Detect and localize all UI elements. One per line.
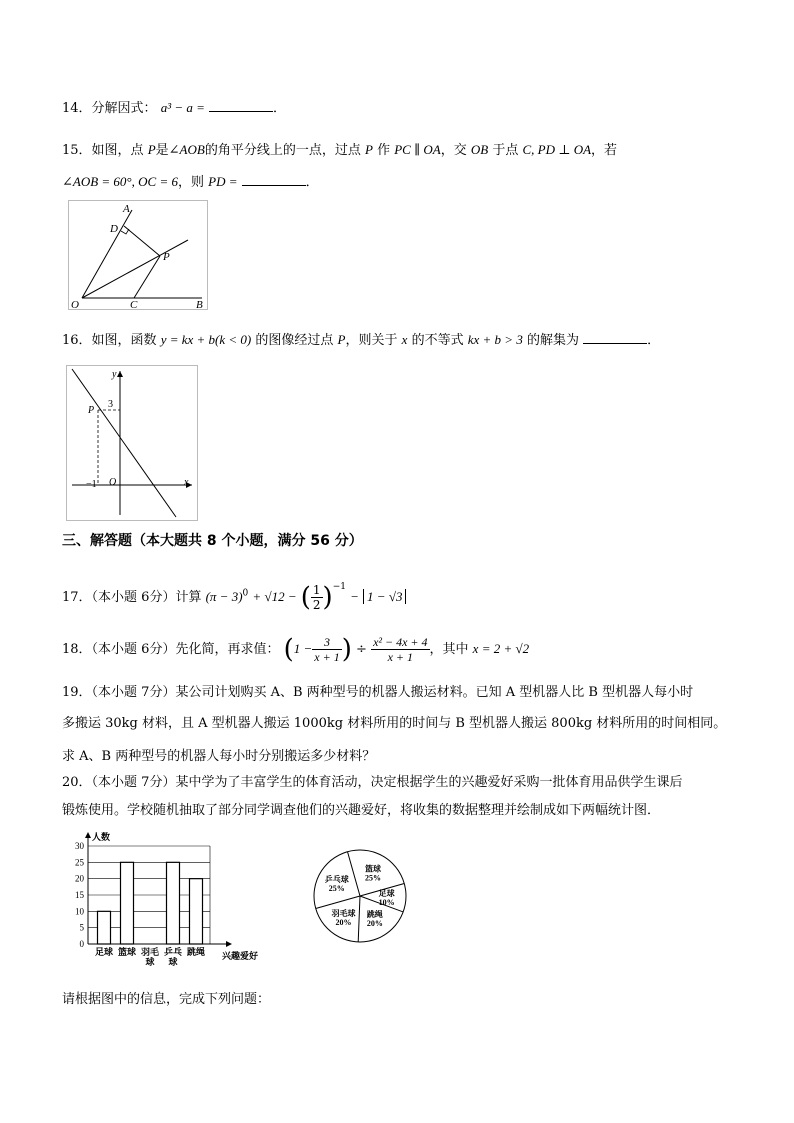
y-tick-label: 15 <box>75 890 84 900</box>
question-15-line1: 15．如图，点 P是∠AOB的角平分线上的一点，过点 P 作 PC ∥ OA，交 OB 于点 C, PD ⊥ OA，若 <box>62 142 618 158</box>
q16-answer-blank[interactable] <box>583 331 647 344</box>
label-P: P <box>163 251 170 263</box>
y-axis-title: 人数 <box>92 832 111 842</box>
pie-value-label: 20% <box>366 919 383 929</box>
label-B: B <box>196 299 203 310</box>
y-tick-label: 0 <box>79 939 84 949</box>
q14-answer-blank[interactable] <box>209 99 273 112</box>
y-tick-label: 20 <box>75 873 84 884</box>
question-17: 17．（本小题 6分）计算 $(\pi - 3)^0 + √12$ − ( $\frac{1}{2}$ )$^{-1}$ − 1 − √3 <box>62 575 406 612</box>
question-18: 18．（本小题 6分）先化简，再求值： (1 − $\frac{3}{x + 1}$ ) ÷ $\frac{\text{x² − 4x + 4}}{x + 1}$ ，其中 x = 2 + √2 <box>62 634 530 665</box>
x-tick-label: 球 <box>168 957 178 967</box>
pie-value-label: 20% <box>335 917 352 927</box>
x-tick-label: 球 <box>145 957 155 967</box>
bar-足球 <box>98 911 111 944</box>
y-tick-label: 25 <box>75 857 84 868</box>
y-tick-label: 5 <box>79 922 84 933</box>
pie-label: 篮球 <box>365 864 382 874</box>
x-tick-label: 羽毛 <box>140 947 160 957</box>
question-14: 14．分解因式： a³ − a = ． <box>62 100 287 116</box>
x-tick-label: 足球 <box>94 947 114 957</box>
y-tick-label: 10 <box>75 906 84 917</box>
question-20-line1: 20．（本小题 7分）某中学为了丰富学生的体育活动，决定根据学生的兴趣爱好采购一批体育用品供学生课后 <box>62 775 683 790</box>
label-O: O <box>71 299 79 310</box>
point-P-label: P <box>88 405 95 416</box>
pie-value-label: 25% <box>328 883 345 893</box>
question-20-after: 请根据图中的信息，完成下列问题： <box>62 992 271 1007</box>
question-19-line2: 多搬运 30kg 材料，且 A 型机器人搬运 1000kg 材料所用的时间与 B 型机器人搬运 800kg 材料所用的时间相同。 <box>62 716 727 731</box>
label-C: C <box>130 299 138 310</box>
axis-x-label: x <box>184 477 189 488</box>
label-D: D <box>110 223 118 235</box>
pie-label: 乒乓球 <box>324 874 349 884</box>
section-3-heading: 三、解答题（本大题共 8 个小题，满分 56 分） <box>62 533 363 549</box>
bar-篮球 <box>121 862 134 944</box>
x-axis-title: 兴趣爱好 <box>222 951 259 961</box>
x-axis-arrow <box>226 941 232 947</box>
tick-neg1: −1 <box>86 479 97 490</box>
pie-label: 足球 <box>378 889 395 899</box>
q14-expression: a³ − a = <box>160 100 205 115</box>
bar-跳绳 <box>190 879 203 944</box>
pie-label: 跳绳 <box>366 910 383 920</box>
bar-乒乓球 <box>167 862 180 944</box>
pie-value-label: 25% <box>365 873 382 883</box>
x-tick-label: 篮球 <box>117 947 137 957</box>
x-tick-label: 跳绳 <box>186 947 206 957</box>
y-axis-arrow <box>85 832 91 838</box>
tick-3: 3 <box>108 399 113 410</box>
axis-y-label: y <box>112 369 117 380</box>
absolute-value: 1 − √3 <box>363 589 406 604</box>
question-20-line2: 锻炼使用。学校随机抽取了部分同学调查他们的兴趣爱好，将收集的数据整理并绘制成如下两幅统计图． <box>62 803 661 818</box>
question-15-line2: ∠AOB = 60°, OC = 6，则 PD = ． <box>62 174 319 190</box>
bar-chart <box>62 832 272 967</box>
pie-chart <box>310 846 410 946</box>
question-16: 16．如图，函数 y = kx + b(k < 0) 的图像经过点 P，则关于 x 的不等式 kx + b > 3 的解集为 ． <box>62 332 661 348</box>
question-19-line1: 19．（本小题 7分）某公司计划购买 A、B 两种型号的机器人搬运材料。已知 A 型机器人比 B 型机器人每小时 <box>62 685 694 700</box>
origin-label: O <box>109 477 117 488</box>
pie-value-label: 10% <box>378 898 395 908</box>
question-19-line3: 求 A、B 两种型号的机器人每小时分别搬运多少材料？ <box>62 749 376 764</box>
pie-label: 羽毛球 <box>331 908 356 918</box>
q14-label: 14．分解因式： <box>62 101 157 116</box>
x-tick-label: 乒乓 <box>163 947 183 957</box>
q16-graph-figure <box>66 365 198 521</box>
y-tick-label: 30 <box>75 841 84 851</box>
q15-geometry-figure <box>68 200 208 310</box>
q15-answer-blank[interactable] <box>242 173 306 186</box>
label-A: A <box>123 203 130 215</box>
